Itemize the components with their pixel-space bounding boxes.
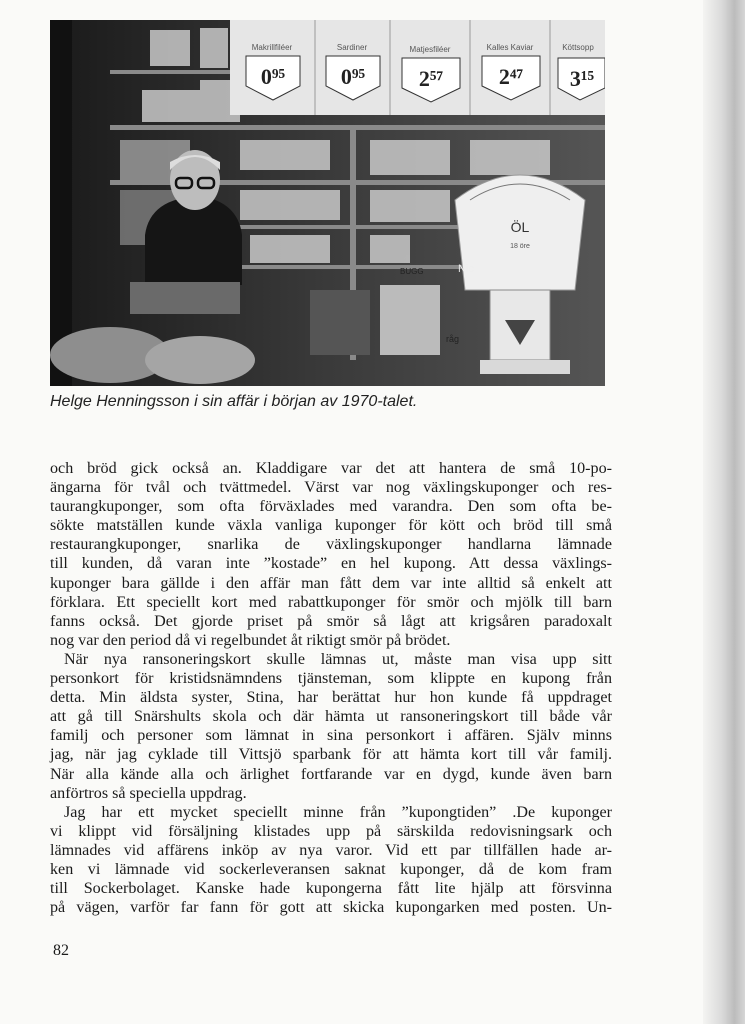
text-line: och bröd gick också an. Kladdigare var det att hantera de små 10-po- xyxy=(50,460,612,477)
text-line: När alla kände alla och ärlighet fortfarande var en dygd, kunde även barn xyxy=(50,765,612,783)
text-line: kuponger bara gällde i den affär man fått dem var inte alltid så enkelt att xyxy=(50,574,612,592)
paragraph-1 xyxy=(50,459,612,650)
text-line: ken vi lämnade vid sockerleveransen saknat kuponger, då de kom fram xyxy=(50,860,612,878)
page-number: 82 xyxy=(53,942,69,959)
text-line: taurangkuponger, som ofta förväxlades med varandra. Den som ofta be- xyxy=(50,498,612,516)
sign-label-1: Makrillfiléer xyxy=(251,43,293,52)
text-line: till Sockerbolaget. Kanske hade kupongerna fått lite hjälp att försvinna xyxy=(50,880,612,898)
text-line: nog var den period då vi regelbundet åt riktigt smör på brödet. xyxy=(50,631,451,649)
sign-label-3: Matjesfiléer xyxy=(409,45,451,54)
text-line: När nya ransoneringskort skulle lämnas ut, måste man visa upp sitt xyxy=(64,650,612,668)
text-line: familj och personer som lämnat in sina personkort i affären. Själv minns xyxy=(50,727,612,745)
price-signs xyxy=(230,20,605,115)
paragraph-3 xyxy=(50,803,612,918)
text-line: anförtros så speciella uppdrag. xyxy=(50,784,247,802)
sign-price-1: 0⁹⁵ xyxy=(260,64,286,89)
svg-text:18 öre: 18 öre xyxy=(510,243,530,250)
text-line: sökte matställen kunde växla vanliga kuponger för kött och bröd till små xyxy=(50,517,612,535)
text-line: fanns också. Det gjorde priset på smör så lågt att krigsåren paradoxalt xyxy=(50,612,612,630)
text-line: förklara. Ett speciellt kort med rabattkuponger för smör och mjölk till barn xyxy=(50,593,612,611)
svg-text:Nic: Nic xyxy=(458,263,474,275)
text-line: på vägen, varför far fann för gott att skicka kupongarken med posten. Un- xyxy=(50,899,612,917)
text-line: personkort för kristidsnämndens tjänsteman, som klippte en kupong från xyxy=(50,670,612,688)
sign-label-4: Kalles Kaviar xyxy=(486,43,534,52)
svg-text:ÖL: ÖL xyxy=(510,219,530,235)
text-line: till kunden, då varan inte ”kostade” en hel kupong. Att dessa växlings- xyxy=(50,555,612,573)
sign-label-2: Sardiner xyxy=(336,43,368,52)
text-line: lämnades vid affärens inköp av nya varor. Vid ett par tillfällen hade ar- xyxy=(50,841,612,859)
book-gutter-shadow xyxy=(703,0,745,1024)
text-line: att gå till Snärshults skola och där hämta ut ransoneringskort till både vår xyxy=(50,708,612,726)
text-line: detta. Min äldsta syster, Stina, har berättat hur hon kunde få uppdraget xyxy=(50,689,612,707)
sign-label-5: Köttsopp xyxy=(562,43,594,52)
text-line: Jag har ett mycket speciellt minne från ”kupongtiden” .De kuponger xyxy=(64,803,612,821)
shop-photo xyxy=(50,20,605,386)
sign-price-3: 2⁵⁷ xyxy=(418,66,444,91)
sign-price-5: 3¹⁵ xyxy=(569,66,595,91)
paragraph-2 xyxy=(50,650,612,803)
body-text xyxy=(50,459,612,917)
svg-text:BUGG: BUGG xyxy=(400,267,424,276)
text-line: ängarna för tvål och tvättmedel. Värst var nog växlingskuponger och res- xyxy=(50,479,612,497)
svg-text:råg: råg xyxy=(446,334,460,344)
text-line: jag, när jag cyklade till Vittsjö sparbank för att hämta kort till vår familj. xyxy=(50,746,612,764)
sign-price-4: 2⁴⁷ xyxy=(498,64,524,89)
photo-caption: Helge Henningsson i sin affär i början av 1970-talet. xyxy=(50,393,418,410)
text-line: vi klippt vid försäljning klistades upp på särskilda redovisningsark och xyxy=(50,822,612,840)
sign-price-2: 0⁹⁵ xyxy=(340,64,366,89)
text-line: restaurangkuponger, snarlika de växlingskuponger handlarna lämnade xyxy=(50,536,612,554)
